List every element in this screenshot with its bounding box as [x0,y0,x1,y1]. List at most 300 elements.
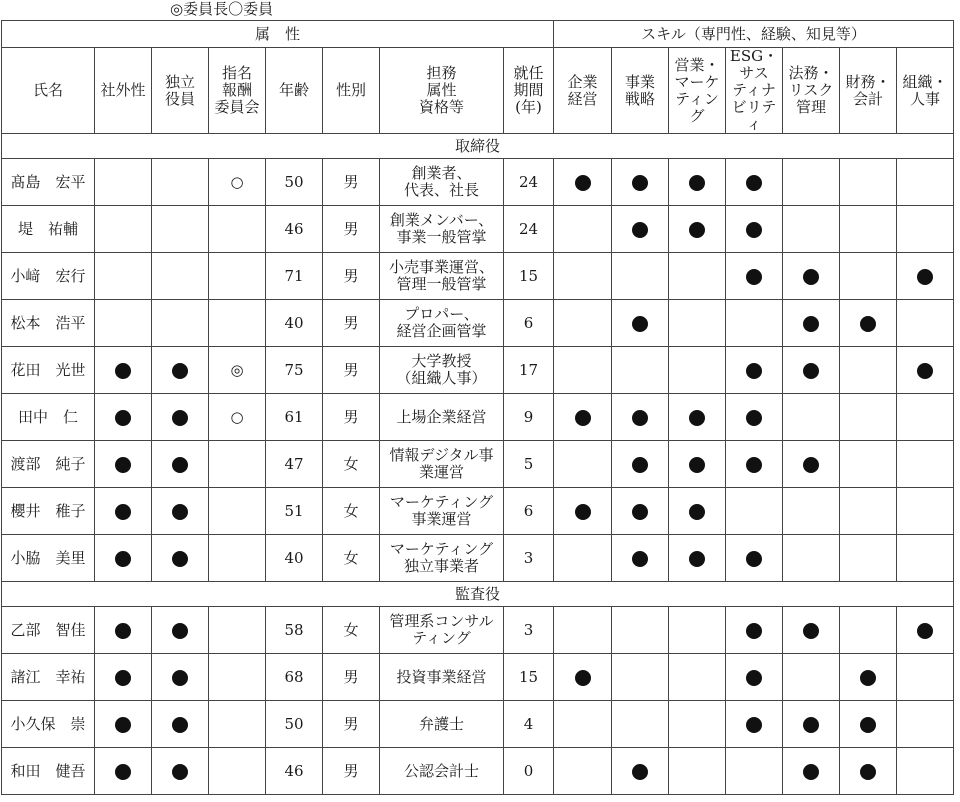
skill-cell-1 [554,159,612,206]
skill-cell-5 [783,347,840,394]
gender-cell: 男 [323,654,380,701]
skill-cell-6 [840,488,897,535]
filled-circle-icon [115,457,131,473]
filled-circle-icon [689,551,705,567]
duty-line: 小売事業運営、 [388,258,494,276]
skill-cell-1 [554,535,612,582]
duty-cell [380,300,504,347]
name-col-header [2,48,95,134]
skill-cell-3 [669,253,726,300]
filled-circle-icon [746,670,762,686]
skill-cell-6 [840,535,897,582]
skill-cell-1 [554,394,612,441]
skill-cell-3 [669,347,726,394]
gender-cell: 女 [323,535,380,582]
skill-cell-2 [612,488,669,535]
tenure-cell: 15 [504,654,554,701]
skill-cell-5 [783,701,840,748]
skill-cell-6 [840,253,897,300]
skill-cell-5 [783,394,840,441]
skill-cell-6 [840,441,897,488]
skill-col-header-line: 会計 [852,89,883,108]
skill-cell-1 [554,607,612,654]
skill-col-header-line: 事業 [624,72,655,91]
member-name: 和田 健吾 [2,748,95,795]
age-col-header [266,48,323,134]
member-name: 櫻井 稚子 [2,488,95,535]
duty-cell [380,535,504,582]
filled-circle-icon [632,175,648,191]
skill-col-header-line: 法務・ [788,64,834,82]
outside-cell [95,253,152,300]
section-label: 取締役 [2,134,954,159]
skill-col-header-line: リスク [788,81,834,99]
filled-circle-icon [689,222,705,238]
committee-col-header [209,48,266,134]
member-row [2,441,954,488]
skill-col-header-line: 経営 [567,89,598,108]
skill-col-header-line: ティング [675,89,719,125]
outside-cell [95,347,152,394]
skill-col-header-1 [554,48,612,134]
skill-cell-3 [669,607,726,654]
section-label: 監査役 [2,582,954,607]
filled-circle-icon [860,670,876,686]
duty-line: マーケティング [389,493,494,511]
member-name: 松本 浩平 [2,300,95,347]
section-row [2,134,954,159]
member-name: 諸江 幸祐 [2,654,95,701]
outside-cell [95,300,152,347]
filled-circle-icon [917,269,933,285]
skill-cell-6 [840,701,897,748]
gender-cell: 女 [323,441,380,488]
filled-circle-icon [746,363,762,379]
skill-cell-2 [612,535,669,582]
age-cell: 40 [266,300,323,347]
duty-line: 公認会計士 [403,761,479,780]
skill-cell-5 [783,206,840,253]
skill-col-header-line: ビリティ [731,98,777,133]
independent-cell [152,654,209,701]
column-header-row [2,48,954,134]
member-name: 小脇 美里 [2,535,95,582]
skill-cell-7 [897,300,954,347]
gender-cell: 男 [323,253,380,300]
outside-cell [95,535,152,582]
skill-col-header-line: 財務・ [845,72,891,91]
filled-circle-icon [803,363,819,379]
duty-cell [380,441,504,488]
skill-cell-4 [726,300,783,347]
skill-col-header-line: サス [739,64,769,82]
member-row [2,488,954,535]
duty-line: マーケティング [389,540,494,558]
skill-cell-4 [726,654,783,701]
skill-cell-7 [897,607,954,654]
outside-cell [95,748,152,795]
outside-cell [95,206,152,253]
skill-cell-1 [554,654,612,701]
member-row [2,654,954,701]
independent-cell [152,206,209,253]
skill-cell-7 [897,159,954,206]
member-name: 花田 光世 [2,347,95,394]
skills-group-header: スキル（専門性、経験、知見等） [554,21,954,48]
age-cell: 46 [266,206,323,253]
skill-cell-6 [840,654,897,701]
duty-cell [380,488,504,535]
filled-circle-icon [803,269,819,285]
outside-cell [95,607,152,654]
duty-col-header-line: 資格等 [418,98,464,116]
age-col-header-line: 年齢 [278,81,309,99]
filled-circle-icon [115,670,131,686]
skill-cell-5 [783,607,840,654]
independent-cell [152,488,209,535]
skill-cell-3 [669,206,726,253]
skill-col-header-line: 管理 [795,98,826,116]
skill-cell-5 [783,535,840,582]
skill-col-header-3 [669,48,726,134]
gender-cell: 女 [323,607,380,654]
tenure-cell: 3 [504,607,554,654]
duty-cell [380,654,504,701]
filled-circle-icon [860,764,876,780]
skill-cell-6 [840,607,897,654]
duty-line: 弁護士 [418,714,464,733]
gender-cell: 男 [323,347,380,394]
filled-circle-icon [172,764,188,780]
filled-circle-icon [632,764,648,780]
skill-col-header-4 [726,48,783,134]
skill-cell-6 [840,206,897,253]
member-row [2,253,954,300]
tenure-cell: 4 [504,701,554,748]
duty-line: 業運営 [418,463,464,481]
skill-cell-1 [554,441,612,488]
independent-cell [152,607,209,654]
outside-cell [95,654,152,701]
duty-cell [380,159,504,206]
independent-col-header [152,48,209,134]
filled-circle-icon [746,551,762,567]
duty-cell [380,607,504,654]
committee-col-header-line: 報酬 [221,81,252,99]
filled-circle-icon [746,269,762,285]
skill-col-header-5 [783,48,840,134]
skill-col-header-line: 企業 [567,72,598,91]
duty-col-header-line: 属性 [426,81,457,99]
outside-cell [95,159,152,206]
age-cell: 40 [266,535,323,582]
filled-circle-icon [575,670,591,686]
skill-cell-4 [726,701,783,748]
skill-cell-3 [669,441,726,488]
member-name: 田中 仁 [2,394,95,441]
independent-col-header-line: 独立 [164,72,195,91]
outside-col-header-line: 社外性 [100,81,146,99]
duty-line: 上場企業経営 [396,407,487,426]
gender-cell: 男 [323,206,380,253]
skill-cell-3 [669,654,726,701]
committee-cell [209,253,266,300]
skill-cell-4 [726,347,783,394]
skill-cell-4 [726,488,783,535]
duty-line: 情報デジタル事 [389,446,494,464]
member-row [2,300,954,347]
skill-cell-4 [726,206,783,253]
age-cell: 68 [266,654,323,701]
filled-circle-icon [172,551,188,567]
filled-circle-icon [803,623,819,639]
filled-circle-icon [689,504,705,520]
skill-cell-7 [897,394,954,441]
gender-cell: 男 [323,748,380,795]
duty-line: 独立事業者 [403,557,479,575]
member-name: 乙部 智佳 [2,607,95,654]
skill-cell-5 [783,441,840,488]
duty-line: 創業者、 [411,164,472,182]
member-row [2,206,954,253]
gender-cell: 男 [323,159,380,206]
filled-circle-icon [115,363,131,379]
skill-cell-1 [554,347,612,394]
committee-cell [209,607,266,654]
tenure-col-header-line: 期間 [513,81,544,99]
skill-cell-2 [612,347,669,394]
filled-circle-icon [746,457,762,473]
committee-col-header-line: 委員会 [214,98,260,116]
filled-circle-icon [115,623,131,639]
filled-circle-icon [860,717,876,733]
tenure-cell: 5 [504,441,554,488]
filled-circle-icon [632,316,648,332]
independent-cell [152,159,209,206]
filled-circle-icon [632,222,648,238]
filled-circle-icon [575,410,591,426]
age-cell: 46 [266,748,323,795]
filled-circle-icon [803,457,819,473]
committee-cell [209,441,266,488]
skill-cell-1 [554,748,612,795]
committee-cell [209,701,266,748]
skill-cell-3 [669,300,726,347]
skill-cell-1 [554,300,612,347]
filled-circle-icon [115,410,131,426]
committee-cell [209,535,266,582]
filled-circle-icon [689,410,705,426]
skill-cell-6 [840,394,897,441]
skill-cell-6 [840,300,897,347]
skill-cell-7 [897,206,954,253]
skill-cell-2 [612,654,669,701]
member-row [2,701,954,748]
filled-circle-icon [746,410,762,426]
skill-cell-2 [612,441,669,488]
skill-col-header-line: ティナ [732,81,776,99]
filled-circle-icon [803,316,819,332]
filled-circle-icon [115,764,131,780]
duty-line: 事業一般管掌 [396,228,487,246]
age-cell: 47 [266,441,323,488]
committee-cell [209,300,266,347]
member-name: 髙島 宏平 [2,159,95,206]
age-cell: 75 [266,347,323,394]
committee-cell [209,488,266,535]
member-row [2,394,954,441]
duty-line: （組織人事） [396,369,487,387]
gender-cell: 男 [323,701,380,748]
outside-col-header [95,48,152,134]
filled-circle-icon [917,623,933,639]
committee-cell: ◎ [209,347,266,394]
skill-cell-5 [783,748,840,795]
age-cell: 50 [266,159,323,206]
skill-cell-6 [840,159,897,206]
filled-circle-icon [172,717,188,733]
skill-cell-1 [554,488,612,535]
filled-circle-icon [172,623,188,639]
skill-cell-7 [897,347,954,394]
outside-cell [95,441,152,488]
skill-cell-4 [726,253,783,300]
gender-cell: 女 [323,488,380,535]
filled-circle-icon [115,551,131,567]
filled-circle-icon [575,504,591,520]
member-row [2,159,954,206]
independent-cell [152,748,209,795]
filled-circle-icon [917,363,933,379]
filled-circle-icon [172,670,188,686]
skill-cell-7 [897,253,954,300]
filled-circle-icon [746,222,762,238]
name-col-header-line: 氏名 [32,81,63,99]
independent-col-header-line: 役員 [164,89,195,108]
skill-cell-5 [783,654,840,701]
age-cell: 71 [266,253,323,300]
committee-col-header-line: 指名 [221,64,252,82]
filled-circle-icon [632,504,648,520]
skill-cell-2 [612,300,669,347]
skill-cell-2 [612,206,669,253]
independent-cell [152,253,209,300]
duty-line: 管理系コンサル [389,612,494,630]
tenure-cell: 24 [504,159,554,206]
skill-cell-5 [783,253,840,300]
skill-col-header-line: マーケ [674,72,720,91]
filled-circle-icon [632,551,648,567]
committee-cell: ○ [209,159,266,206]
member-row [2,535,954,582]
skill-cell-2 [612,748,669,795]
member-name: 小久保 崇 [2,701,95,748]
group-header-row [2,21,954,48]
skill-cell-3 [669,159,726,206]
filled-circle-icon [115,504,131,520]
gender-col-header-line: 性別 [335,81,366,99]
tenure-cell: 9 [504,394,554,441]
skill-cell-6 [840,347,897,394]
outside-cell [95,701,152,748]
skill-cell-4 [726,748,783,795]
outside-cell [95,394,152,441]
skill-cell-4 [726,441,783,488]
member-name: 渡部 純子 [2,441,95,488]
filled-circle-icon [746,623,762,639]
tenure-cell: 3 [504,535,554,582]
duty-col-header [380,48,504,134]
filled-circle-icon [632,410,648,426]
skill-cell-7 [897,441,954,488]
skill-col-header-line: ESG・ [729,47,779,65]
skill-cell-1 [554,206,612,253]
duty-cell [380,347,504,394]
filled-circle-icon [172,410,188,426]
filled-circle-icon [689,457,705,473]
filled-circle-icon [803,717,819,733]
age-cell: 51 [266,488,323,535]
age-cell: 61 [266,394,323,441]
independent-cell [152,441,209,488]
tenure-cell: 24 [504,206,554,253]
skill-col-header-2 [612,48,669,134]
skill-col-header-line: 戦略 [624,89,655,108]
filled-circle-icon [689,175,705,191]
skill-cell-7 [897,701,954,748]
filled-circle-icon [575,175,591,191]
duty-line: 代表、社長 [403,181,479,199]
member-name: 小﨑 宏行 [2,253,95,300]
skill-cell-2 [612,159,669,206]
tenure-col-header-line: (年) [515,98,542,116]
section-row [2,582,954,607]
tenure-cell: 15 [504,253,554,300]
committee-cell [209,654,266,701]
duty-col-header-line: 担務 [426,64,457,82]
committee-cell [209,206,266,253]
age-cell: 50 [266,701,323,748]
skill-cell-3 [669,535,726,582]
skill-cell-4 [726,607,783,654]
independent-cell [152,535,209,582]
independent-cell [152,300,209,347]
skill-cell-2 [612,701,669,748]
independent-cell [152,347,209,394]
skill-cell-2 [612,253,669,300]
member-row [2,347,954,394]
tenure-cell: 6 [504,300,554,347]
skill-cell-3 [669,394,726,441]
filled-circle-icon [746,717,762,733]
skill-cell-2 [612,394,669,441]
skill-cell-4 [726,159,783,206]
filled-circle-icon [632,457,648,473]
duty-line: 投資事業経営 [396,667,487,686]
tenure-col-header-line: 就任 [513,64,544,82]
filled-circle-icon [172,363,188,379]
skill-cell-3 [669,488,726,535]
duty-line: プロパー、 [404,305,479,323]
filled-circle-icon [860,316,876,332]
age-cell: 58 [266,607,323,654]
filled-circle-icon [746,175,762,191]
skill-cell-7 [897,488,954,535]
tenure-cell: 0 [504,748,554,795]
gender-cell: 男 [323,300,380,347]
tenure-col-header [504,48,554,134]
skill-cell-6 [840,748,897,795]
